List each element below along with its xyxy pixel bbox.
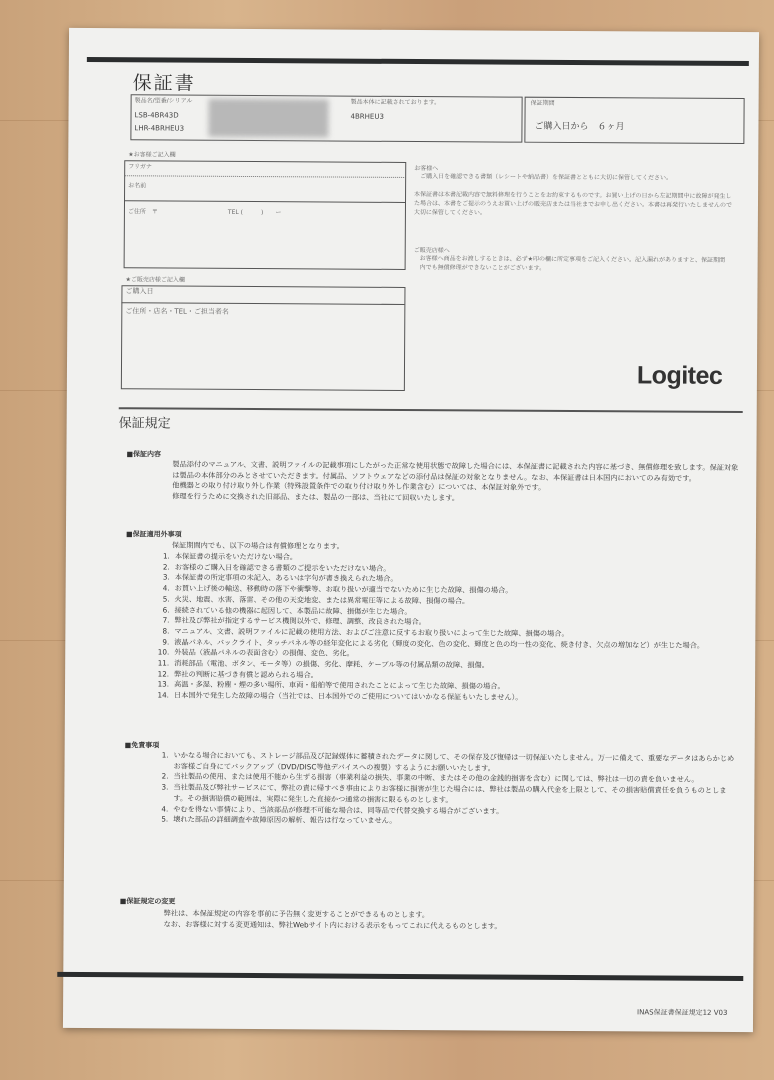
sec2-intro: 保証期間内でも、以下の場合は有償修理となります。 [171, 540, 344, 551]
list-item-text: 日本国外で発生した故障の場合（当社では、日本国外でのご使用についてはいかなる保証もいたしません）。 [173, 690, 523, 702]
sec1-body-p2: 他機器との取り付け取り外し作業（特殊設置条件での取り付け取り外し作業含む）については、本保証対象外です。 [172, 480, 546, 493]
name-label: お名前 [128, 182, 147, 190]
model-2: LHR-4BRHEU3 [134, 124, 185, 133]
address-label: ご住所 〒 [127, 208, 158, 216]
list-item-text: 壊れた部品の詳細調査や故障原因の解析、報告は行なっていません。 [173, 814, 397, 826]
list-item [154, 815, 736, 829]
rules-title: 保証規定 [118, 416, 171, 432]
list-item-number: 5. [162, 594, 170, 604]
list-item-text: お買い上げ後の輸送、移動時の落下や衝撃等、お取り扱いが適当でないために生じた故障、損傷の場合。 [174, 583, 513, 595]
logitec-logo: Logitec [636, 361, 723, 390]
note-dealer-head: ご販売店様へ [413, 247, 450, 255]
serial-label: 製品本体に記載されております。 [350, 98, 441, 107]
warranty-document [63, 28, 759, 1032]
redacted-serial [208, 99, 328, 138]
list-item-number: 3. [162, 572, 170, 582]
product-label: 製品名/型番/シリアル [134, 97, 193, 105]
list-item-text: 消耗部品（電池、ボタン、モータ等）の損傷、劣化、摩耗、ケーブル等の付属品類の故障、損傷。 [174, 658, 489, 670]
disclaimer-list [154, 750, 736, 828]
list-item [155, 691, 737, 705]
list-item-number: 1. [162, 551, 170, 561]
list-item-number: 3. [161, 782, 169, 792]
list-item-number: 6. [162, 605, 170, 615]
list-item-text: 弊社の判断に基づき有償と認められる場合。 [174, 669, 318, 680]
sec4-body-p2: なお、お客様に対する変更通知は、弊社Webサイト内における表示をもってこれに代えるものとします。 [163, 919, 502, 931]
list-item-number: 10. [157, 647, 170, 657]
sec1-body-p1: 製品添付のマニュアル、文書、説明ファイルの記載事項にしたがった正常な使用状態で故障した場合には、本保証書に記載された内容に基づき、無償修理を致します。保証対象は製品の本体部分のみとさせていただきます。付属品、ソフトウェアなどの添付品は保証の対象となりません。なお、本保証書は日本国内においてのみ有効です。 [172, 459, 739, 483]
customer-section-label: ★お客様ご記入欄 [128, 151, 176, 159]
dealer-section-label: ★ご販売店様ご記入欄 [125, 276, 185, 284]
dealer-box [121, 285, 406, 391]
list-item-number: 8. [162, 626, 170, 636]
note-customer-body: ご購入日を確認できる書類（レシートや納品書）を保証書とともに大切に保管してください。 [420, 173, 673, 182]
list-item-number: 9. [162, 637, 170, 647]
list-item-number: 4. [162, 583, 170, 593]
list-item-text: 本保証書の提示をいただけない場合。 [174, 551, 298, 562]
list-item-text: 火災、地震、水害、落雷、その他の天変地変、または異常電圧等による故障、損傷の場合。 [174, 594, 470, 606]
furigana-label: フリガナ [128, 163, 152, 171]
list-item-number: 12. [157, 669, 170, 679]
list-item-text: 弊社及び弊社が指定するサービス機関以外で、修理、調整、改良された場合。 [174, 615, 426, 627]
exclusions-list [155, 551, 738, 704]
list-item-number: 1. [161, 750, 169, 760]
list-item-text: 液晶パネル、バックライト、タッチパネル等の経年変化による劣化（輝度の変化、色の変化、輝度と色の均一性の変化、焼き付き、欠点の増加など）が生じた場合。 [174, 637, 705, 650]
period-label: 保証期間 [530, 99, 555, 107]
list-item-text: 接続されている他の機器に起因して、本製品に故障、損傷が生じた場合。 [174, 605, 412, 616]
sec1-body [172, 460, 740, 506]
sec1-body-p3: 修理を行うために交換された旧部品、または、製品の一部は、当社にて回収いたします。 [172, 491, 460, 503]
list-item-number: 7. [162, 615, 170, 625]
footer-code: INAS保証書保証規定12 V03 [637, 1008, 728, 1017]
list-item-text: 当社製品及び弊社サービスにて、弊社の責に帰すべき事由によりお客様に損害が生じた場合には、弊社は製品の購入代金を上限として、その損害賠償責任を負うものとします。その損害賠償の範囲は、実際に発生した直接かつ通常の損害に限るものとします。 [173, 782, 727, 805]
note-customer-head: お客様へ [414, 165, 439, 173]
list-item-text: 外装品（液晶パネルの表面含む）の損傷、変色、劣化。 [174, 647, 354, 658]
purchase-date-label: ご購入日 [125, 287, 154, 296]
period-value: ご購入日から ６ヶ月 [534, 121, 625, 133]
list-item-text: やむを得ない事情により、当該部品が修理不可能な場合は、同等品で代替交換する場合がございます。 [173, 804, 504, 816]
note-dealer-body: お客様へ商品をお渡しするときは、必ず★印の欄に所定事項をご記入ください。記入漏れがありますと、保証期間内でも無償修理ができないことがございます。 [419, 255, 726, 272]
sec4-head: ■保証規定の変更 [119, 897, 176, 906]
list-item-number: 11. [157, 658, 170, 668]
list-item-number: 2. [161, 771, 169, 781]
list-item-text: マニュアル、文書、説明ファイルに記載の使用方法、およびご注意に反するお取り扱いによって生じた故障、損傷の場合。 [174, 626, 569, 638]
top-rule [87, 57, 749, 66]
list-item-text: お客様のご購入日を確認できる書類のご提示をいただけない場合。 [174, 562, 391, 573]
list-item-number: 5. [161, 814, 169, 824]
serial-value: 4BRHEU3 [350, 112, 384, 121]
list-item-number: 14. [157, 690, 170, 700]
list-item-text: 高温・多湿、粉塵・煙の多い場所、車両・船舶等で使用されたことによって生じた故障、損傷の場合。 [174, 679, 505, 692]
list-item-text: 本保証書の所定事項の未記入、あるいは字句が書き換えられた場合。 [174, 572, 398, 584]
note-general: 本保証書は本書記載内容で無料修理を行うことをお約束するものです。お買い上げの日から左記期間中に故障が発生した場合は、本書をご提示のうえお買い上げの販売店または当社までお申し出ください。本書は再発行いたしませんので大切に保管してください。 [413, 191, 733, 217]
sec4-body-p1: 弊社は、本保証規定の内容を事前に予告無く変更することができるものとします。 [163, 908, 430, 920]
sec3-head: ■免責事項 [124, 741, 160, 750]
list-item-text: 当社製品の使用、または使用不能から生ずる損害（事業利益の損失、事業の中断、またはその他の金銭的損害を含む）に関しては、弊社は一切の責を負いません。 [173, 771, 699, 785]
mid-rule [119, 407, 743, 413]
list-item-number: 2. [162, 562, 170, 572]
list-item-number: 13. [157, 679, 170, 689]
dealer-info-label: ご住所・店名・TEL・ご担当者名 [125, 307, 229, 316]
document-title: 保証書 [132, 72, 196, 95]
model-1: LSB-4BR43D [134, 111, 179, 120]
sec2-head: ■保証適用外事項 [125, 530, 182, 539]
tel-label: TEL ( ) ー [227, 208, 282, 217]
sec1-head: ■保証内容 [126, 450, 162, 459]
bottom-rule [57, 972, 743, 981]
sec4-body [164, 908, 734, 933]
list-item-text: いかなる場合においても、ストレージ部品及び記録媒体に蓄積されたデータに関して、その保存及び復帰は一切保証いたしません。万一に備えて、重要なデータはあらかじめお客様ご自身にてバックアップ（DVD/DISC等他デバイスへの複製）するようにお願いいたします。 [173, 750, 735, 773]
list-item-number: 4. [161, 803, 169, 814]
